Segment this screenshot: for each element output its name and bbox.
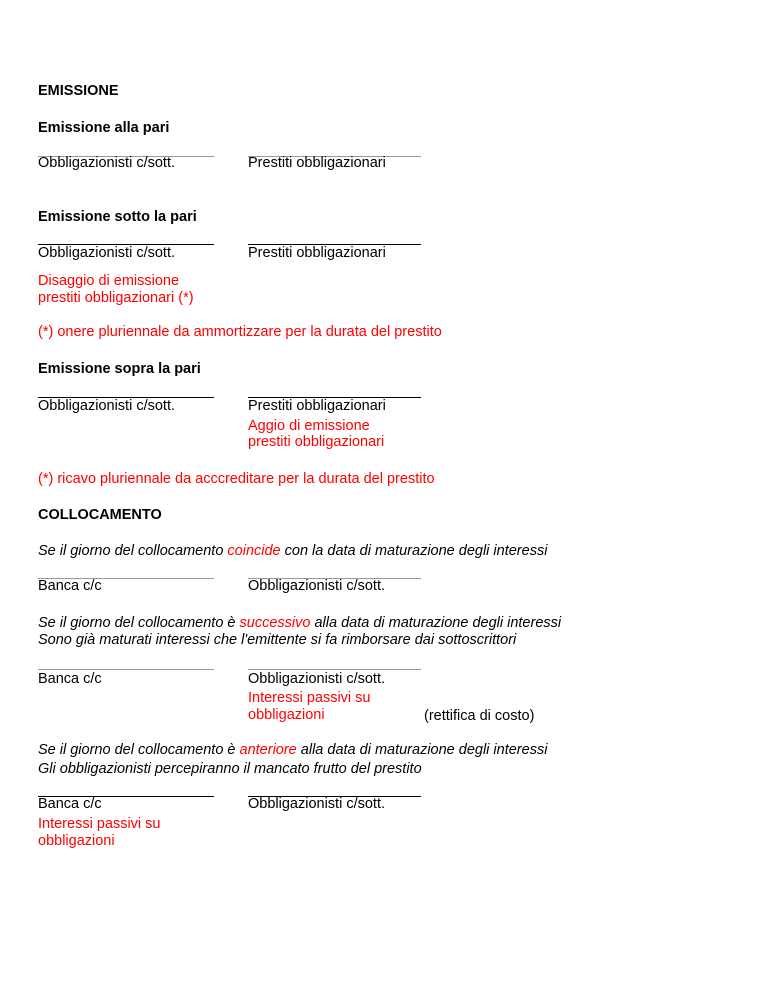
credit-extra-entry: prestiti obbligazionari [248, 434, 385, 450]
section-heading-emissione: EMISSIONE [38, 83, 119, 99]
credit-extra-entry: Interessi passivi su [248, 690, 371, 706]
condition-text: Se il giorno del collocamento [38, 543, 228, 559]
debit-entry: Banca c/c [38, 671, 102, 687]
condition-line-2: Sono già maturati interessi che l'emittente si fa rimborsare dai sottoscrittori [38, 632, 517, 648]
debit-entry: Banca c/c [38, 578, 102, 594]
t-account-rule-credit [248, 669, 421, 670]
debit-extra-entry: Interessi passivi su [38, 816, 161, 832]
credit-extra-entry: obbligazioni [248, 707, 325, 723]
subsection-title-sotto: Emissione sotto la pari [38, 209, 197, 225]
condition-keyword: anteriore [239, 742, 297, 758]
subsection-title-pari: Emissione alla pari [38, 120, 170, 136]
condition-keyword: successivo [239, 615, 311, 631]
condition-line-2: Gli obbligazionisti percepiranno il mancato frutto del prestito [38, 761, 422, 777]
condition-text: alla data di maturazione degli interessi [310, 615, 562, 631]
debit-extra-entry: prestiti obbligazionari (*) [38, 290, 194, 306]
condition-line [38, 742, 547, 759]
debit-entry: Banca c/c [38, 796, 102, 812]
debit-extra-entry: Disaggio di emissione [38, 273, 180, 289]
subsection-title-sopra: Emissione sopra la pari [38, 361, 201, 377]
condition-text: Se il giorno del collocamento è [38, 742, 240, 758]
credit-entry: Prestiti obbligazionari [248, 155, 386, 171]
credit-entry: Obbligazionisti c/sott. [248, 796, 386, 812]
condition-keyword: coincide [227, 543, 281, 559]
condition-line [38, 543, 547, 560]
credit-entry: Prestiti obbligazionari [248, 245, 386, 261]
t-account-rule-debit [38, 669, 214, 670]
debit-extra-entry: obbligazioni [38, 833, 115, 849]
footnote: (*) onere pluriennale da ammortizzare per la durata del prestito [38, 324, 442, 340]
debit-entry: Obbligazionisti c/sott. [38, 245, 176, 261]
credit-entry: Obbligazionisti c/sott. [248, 671, 386, 687]
condition-text: con la data di maturazione degli interessi [280, 543, 548, 559]
condition-text: alla data di maturazione degli interessi [296, 742, 548, 758]
footnote: (*) ricavo pluriennale da acccreditare per la durata del prestito [38, 471, 435, 487]
condition-text: Se il giorno del collocamento è [38, 615, 240, 631]
condition-line [38, 615, 561, 632]
debit-entry: Obbligazionisti c/sott. [38, 398, 176, 414]
debit-entry: Obbligazionisti c/sott. [38, 155, 176, 171]
credit-entry: Prestiti obbligazionari [248, 398, 386, 414]
credit-extra-entry: Aggio di emissione [248, 418, 370, 434]
section-heading-collocamento: COLLOCAMENTO [38, 507, 162, 523]
remark: (rettifica di costo) [424, 708, 535, 724]
credit-entry: Obbligazionisti c/sott. [248, 578, 386, 594]
